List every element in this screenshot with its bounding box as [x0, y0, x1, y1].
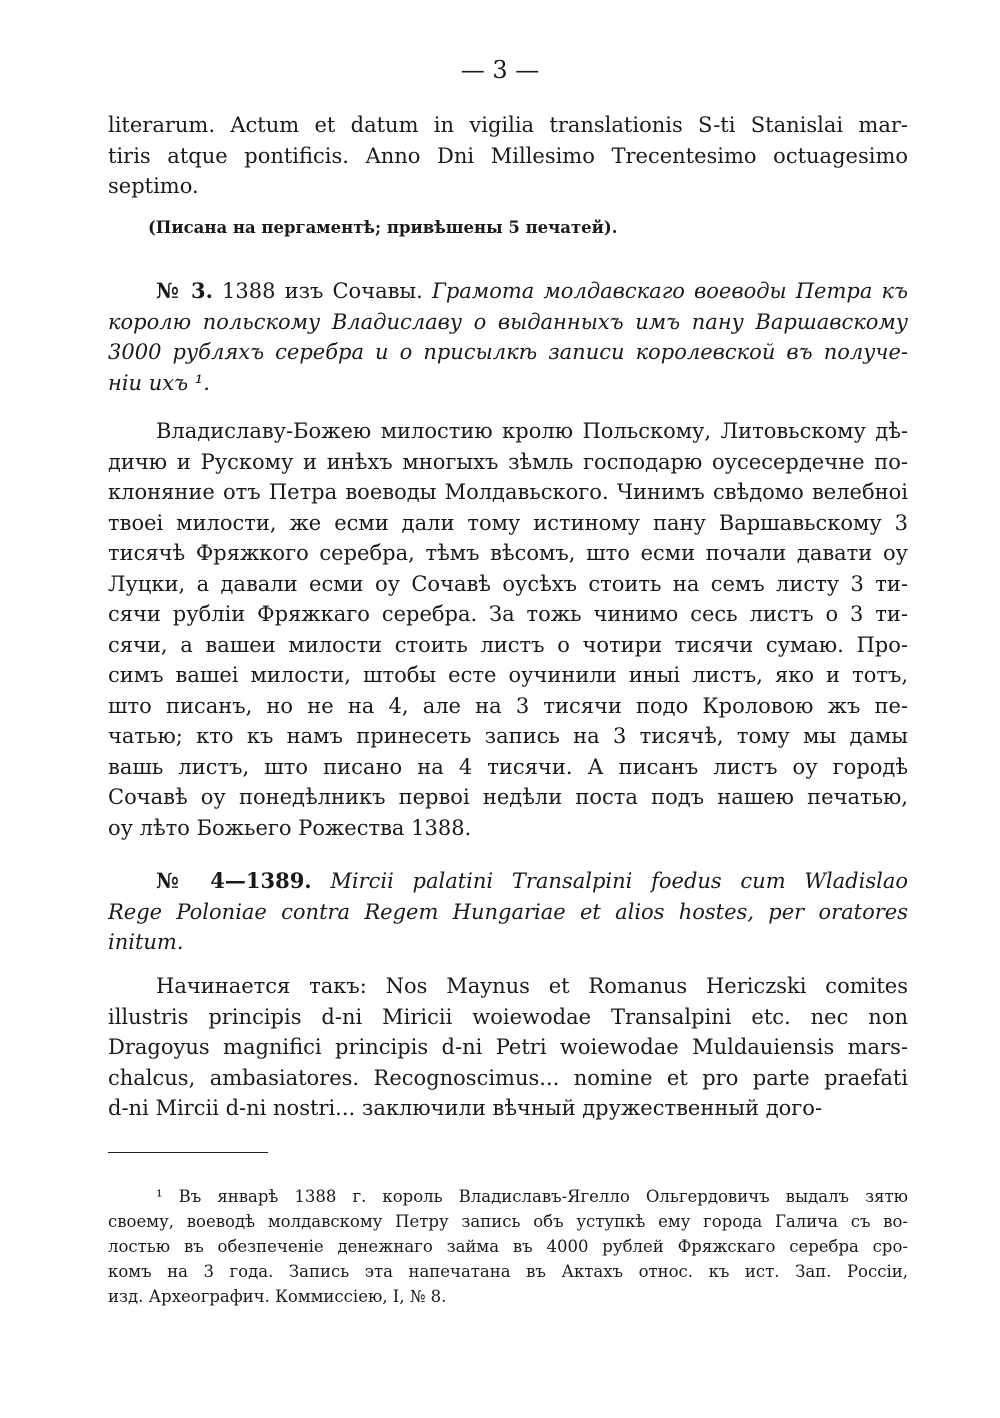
document-3-heading — [108, 276, 908, 398]
text-line: оу лѣто Божьего Рожества 1388. — [108, 815, 472, 840]
text-line: клоняние отъ Петра воеводы Молдавьского. Чинимъ свѣдомо велебноi — [108, 480, 908, 504]
latin-closing-paragraph — [108, 110, 908, 202]
text-line: чатью; кто къ намъ принесеть запись на 3 тисячѣ, тому мы дамы — [108, 724, 908, 748]
footnote — [108, 1184, 908, 1309]
footnote-divider — [108, 1152, 268, 1153]
document-date-place: 1388 изъ Сочавы. — [222, 279, 423, 303]
text-line: Начинается такъ: Nos Maynus et Romanus Hericzski comites — [156, 974, 908, 998]
page-number: — 3 — — [460, 56, 540, 84]
text-line: septimo. — [108, 174, 199, 198]
document-4-heading — [108, 866, 908, 958]
text-line: Владиславу-Божею милостию кролю Польскому, Литовьскому дѣ- — [156, 419, 908, 443]
text-line: initum. — [108, 930, 184, 954]
text-line: Луцки, а давали есми оу Сочавѣ оусѣхъ стоить на семъ листу 3 ти- — [108, 571, 908, 596]
text-line: нiи ихъ ¹. — [108, 370, 210, 395]
text-line: тисячѣ Фряжкого серебра, тѣмъ вѣсомъ, што есми почали давати оу — [108, 541, 908, 565]
document-number: № 4—1389. — [156, 868, 312, 893]
text-line: комъ на 3 года. Запись эта напечатана въ Актахъ относ. къ ист. Зап. Россiи, — [108, 1262, 908, 1281]
document-title: Грамота молдавскаго воеводы Петра къ — [431, 279, 908, 303]
text-line: illustris principis d-ni Miricii woiewodae Transalpini etc. nec non — [108, 1004, 908, 1029]
text-line: симъ вашеi милости, штобы есте оучинили иныi листъ, яко и тотъ, — [108, 663, 908, 687]
text-line: tiris atque pontificis. Anno Dni Millesimo Trecentesimo octuagesimo — [108, 143, 908, 168]
text-line: што писанъ, но не на 4, але на 3 тисячи подо Кроловою жъ пе- — [108, 693, 908, 718]
document-3-body — [108, 416, 908, 843]
text-line: ¹ Въ январѣ 1388 г. король Владиславъ-Ягелло Ольгердовичъ выдалъ зятю — [156, 1187, 908, 1206]
text-line: лостью въ обезпеченiе денежнаго займа въ 4000 рублей Фряжскаго серебра сро- — [108, 1237, 908, 1256]
text-line: chalcus, ambasiatores. Recognoscimus... nomine et pro parte praefati — [108, 1065, 908, 1090]
text-line: сячи, а вашеи милости стоить листъ о чотири тисячи сумаю. Про- — [108, 632, 908, 657]
text-line: королю польскому Владиславу о выданныхъ имъ пану Варшавскому — [108, 309, 908, 334]
text-line: своему, воеводѣ молдавскому Петру запись объ уступкѣ ему города Галича съ во- — [108, 1212, 908, 1231]
text-line: Dragoyus magnifici principis d-ni Petri woiewodae Muldauiensis mars- — [108, 1035, 908, 1059]
document-number: № 3. — [156, 278, 213, 303]
document-4-body — [108, 971, 908, 1124]
text-line: 3000 рубляхъ серебра и о присылкѣ записи королевской въ получе- — [108, 340, 908, 364]
text-line: дичю и Рускому и инѣхъ многыхъ зѣмль господарю оусесердечне по- — [108, 449, 908, 474]
text-line: literarum. Actum et datum in vigilia translationis S-ti Stanislai mar- — [108, 113, 908, 137]
text-line: твоеi милости, же есми дали тому истиному пану Варшавьскому 3 — [108, 510, 908, 535]
text-line: Rege Poloniae contra Regem Hungariae et alios hostes, per oratores — [108, 899, 908, 924]
text-line: d-ni Mircii d-ni nostri... заключили вѣчный дружественный дого- — [108, 1096, 823, 1120]
document-title: Mircii palatini Transalpini foedus cum Wladislao — [330, 869, 908, 893]
text-line: Сочавѣ оу понедѣлникъ первоi недѣли поста подъ нашею печатью, — [108, 785, 908, 809]
text-line: сячи рублiи Фряжкаго серебра. За тожь чинимо сесь листъ о 3 ти- — [108, 602, 908, 626]
text-line: изд. Археографич. Коммиссiею, I, № 8. — [108, 1287, 447, 1306]
archival-note: (Писана на пергаментѣ; привѣшены 5 печатей). — [148, 218, 618, 237]
text-line: вашь листъ, што писано на 4 тисячи. А писанъ листъ оу городѣ — [108, 754, 908, 779]
